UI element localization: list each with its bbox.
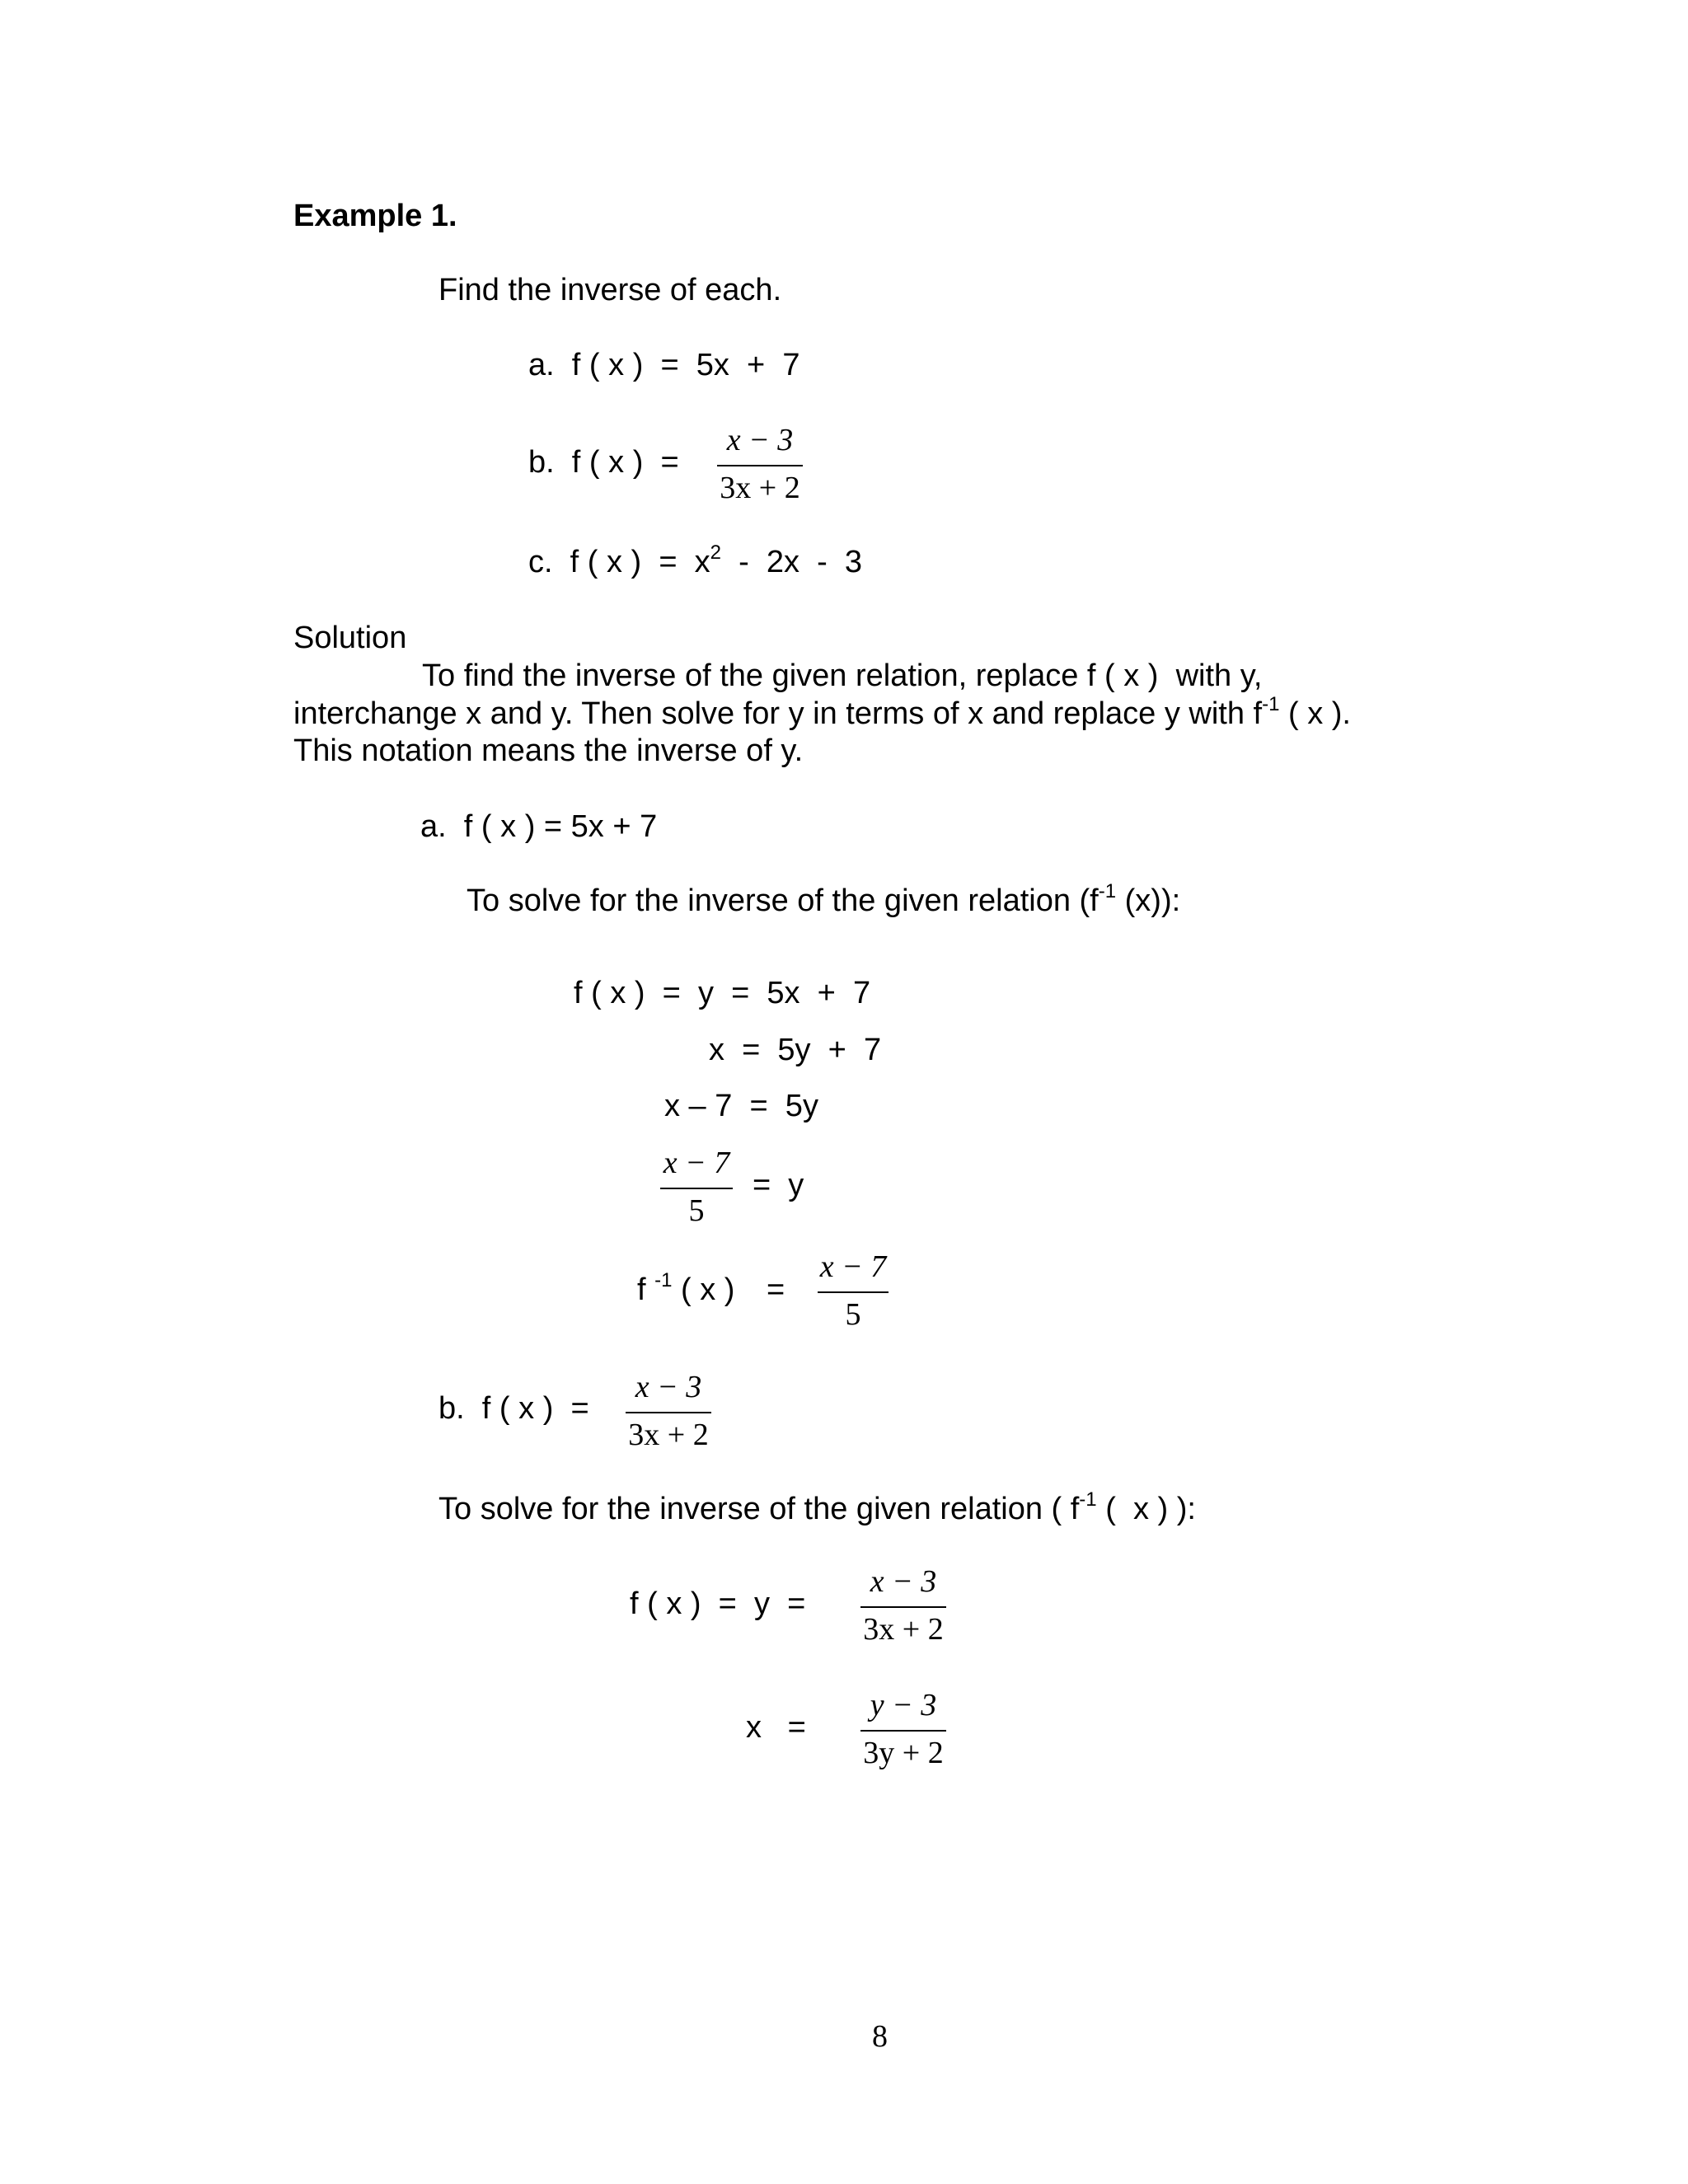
solution-line-2-text: interchange x and y. Then solve for y in terms of x and replace y with f <box>293 696 1263 731</box>
part-b-step-1-fraction <box>860 1566 946 1648</box>
problem-b-label: b. f ( x ) = <box>528 445 679 480</box>
part-a-step-5-lhs <box>637 1269 735 1307</box>
part-a-step-3: x – 7 = 5y <box>664 1089 818 1123</box>
solution-line-2-end: ( x ). <box>1279 696 1351 731</box>
part-a-intro-text: To solve for the inverse of the given relation (f <box>467 883 1099 918</box>
fraction-numerator: x − 7 <box>663 1146 730 1180</box>
fraction-denominator: 3x + 2 <box>863 1612 944 1647</box>
part-a-step-5-x: ( x ) <box>672 1272 735 1307</box>
problem-c-suffix: - 2x - 3 <box>721 545 863 579</box>
problem-c <box>528 541 863 579</box>
fraction-numerator: x − 7 <box>819 1249 887 1284</box>
fraction-numerator: x − 3 <box>635 1370 702 1404</box>
part-b-step-2: x = <box>746 1710 806 1745</box>
part-b-header: b. f ( x ) = <box>438 1391 589 1426</box>
part-a-step-5-f: f <box>637 1272 646 1307</box>
fraction-denominator: 3x + 2 <box>628 1418 709 1452</box>
part-a-step-5-exponent: -1 <box>654 1269 673 1291</box>
fraction-bar <box>626 1412 711 1413</box>
part-b-intro-end: ( x ) ): <box>1096 1492 1196 1526</box>
part-a-step-4-fraction <box>660 1147 733 1230</box>
fraction-denominator: 3x + 2 <box>720 471 800 505</box>
fraction-denominator: 3y + 2 <box>863 1736 944 1770</box>
fraction-bar <box>717 465 803 466</box>
part-b-header-fraction <box>626 1371 711 1454</box>
part-a-intro <box>467 880 1181 918</box>
part-a-step-1: f ( x ) = y = 5x + 7 <box>574 976 871 1010</box>
page-number: 8 <box>872 2019 888 2054</box>
part-b-step-2-fraction <box>860 1690 946 1772</box>
part-a-intro-end: (x)): <box>1116 883 1181 918</box>
part-b-intro-exponent: -1 <box>1079 1488 1097 1511</box>
part-a-intro-exponent: -1 <box>1098 880 1117 902</box>
fraction-denominator: 5 <box>688 1193 705 1228</box>
part-a-step-5-equals: = <box>767 1272 785 1307</box>
fraction-denominator: 5 <box>845 1297 861 1332</box>
fraction-numerator: x − 3 <box>726 423 794 457</box>
example-heading: Example 1. <box>293 199 457 233</box>
problem-c-exponent: 2 <box>710 541 721 564</box>
fraction-bar <box>660 1188 733 1189</box>
fraction-bar <box>860 1730 946 1732</box>
part-b-step-1: f ( x ) = y = <box>630 1586 806 1621</box>
solution-label: Solution <box>293 621 407 655</box>
fraction-bar <box>860 1606 946 1608</box>
problem-a: a. f ( x ) = 5x + 7 <box>528 348 800 382</box>
problem-b-fraction <box>717 424 803 507</box>
fraction-numerator: x − 3 <box>870 1564 937 1599</box>
inverse-exponent: -1 <box>1262 693 1280 715</box>
part-b-intro-text: To solve for the inverse of the given relation ( f <box>438 1492 1080 1526</box>
part-a-header: a. f ( x ) = 5x + 7 <box>420 809 658 844</box>
part-b-intro <box>438 1488 1196 1526</box>
part-a-step-5-fraction <box>818 1251 889 1333</box>
solution-line-1: To find the inverse of the given relation, replace f ( x ) with y, <box>422 658 1263 693</box>
part-a-step-2: x = 5y + 7 <box>709 1033 882 1067</box>
solution-line-3: This notation means the inverse of y. <box>293 733 804 768</box>
fraction-numerator: y − 3 <box>870 1688 937 1722</box>
problem-c-prefix: c. f ( x ) = x <box>528 545 710 579</box>
fraction-bar <box>818 1291 889 1293</box>
part-a-step-4-rhs: = y <box>753 1168 804 1202</box>
solution-line-2 <box>293 693 1351 731</box>
prompt-text: Find the inverse of each. <box>438 273 782 307</box>
